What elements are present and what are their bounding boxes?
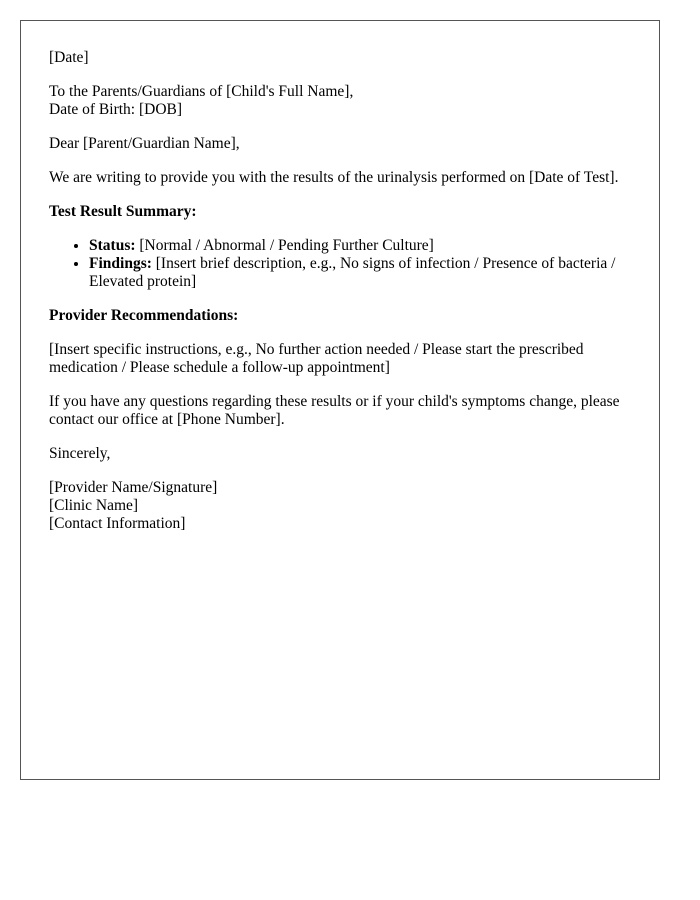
signature-block (49, 479, 631, 533)
result-status (89, 237, 631, 255)
recipient-dob: Date of Birth: [DOB] (49, 101, 183, 118)
result-status-label: Status: (89, 237, 136, 254)
recipient-block (49, 83, 631, 119)
result-status-value: [Normal / Abnormal / Pending Further Culture] (135, 237, 434, 254)
letter-date: [Date] (49, 49, 89, 66)
recommendations-paragraph: [Insert specific instructions, e.g., No further action needed / Please start the prescribed medication / Please schedule a follow-up appointment] (49, 341, 584, 376)
result-findings-label: Findings: (89, 255, 152, 272)
recommendations-heading: Provider Recommendations: (49, 307, 239, 324)
questions-paragraph: If you have any questions regarding these results or if your child's symptoms change, please contact our office at [Phone Number]. (49, 393, 620, 428)
signature-provider: [Provider Name/Signature] (49, 479, 218, 496)
intro-paragraph: We are writing to provide you with the results of the urinalysis performed on [Date of Test]. (49, 169, 619, 186)
recipient-name: To the Parents/Guardians of [Child's Full Name], (49, 83, 354, 100)
summary-heading: Test Result Summary: (49, 203, 197, 220)
closing: Sincerely, (49, 445, 111, 462)
signature-contact: [Contact Information] (49, 515, 186, 532)
salutation: Dear [Parent/Guardian Name], (49, 135, 240, 152)
result-findings-value: [Insert brief description, e.g., No signs of infection / Presence of bacteria / Elevated protein] (89, 255, 616, 290)
signature-clinic: [Clinic Name] (49, 497, 139, 514)
result-findings (89, 255, 631, 291)
letter-page (20, 20, 660, 780)
results-list (49, 237, 631, 291)
